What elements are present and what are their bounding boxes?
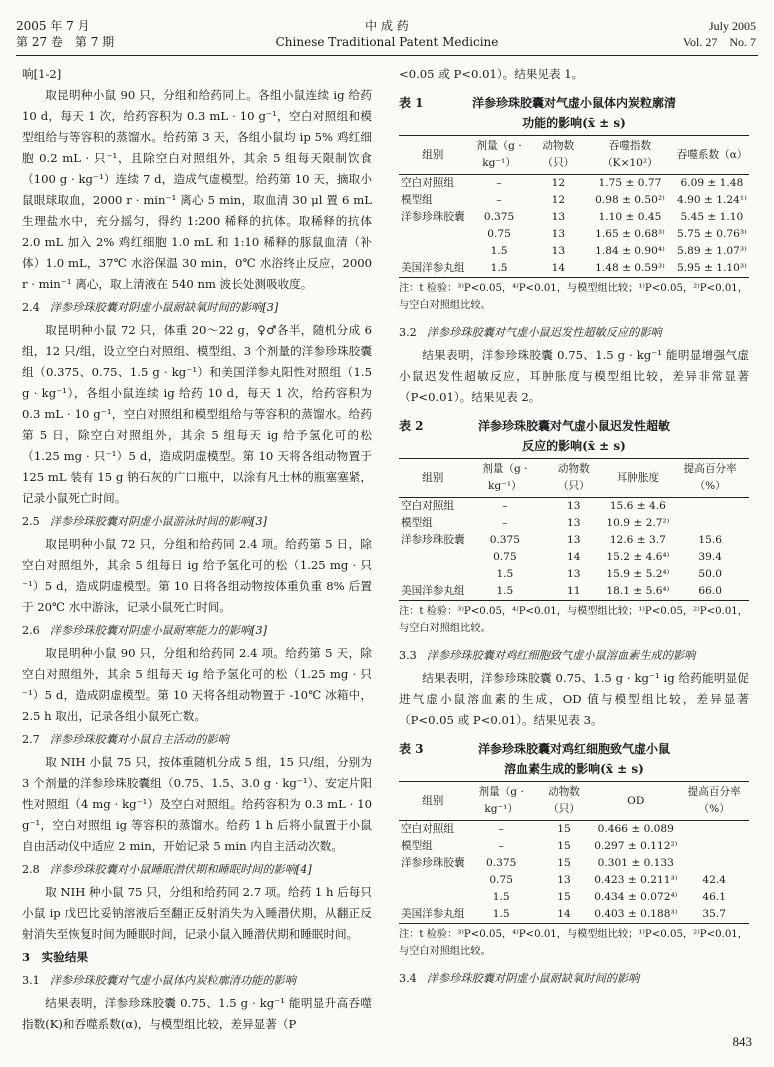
section-number: 2.7 <box>22 733 40 746</box>
table-cell: 0.375 <box>489 534 521 546</box>
table-row <box>399 821 749 839</box>
paragraph-activity-method: 取 NIH 小鼠 75 只，按体重随机分成 5 组，15 只/组，分别为 3 个剂量的洋参珍珠胶囊组（0.75、1.5、3.0 g · kg⁻¹）、安定片阳性对照组（4 mg · kg⁻¹）及空白对照组。给药容积为 0.3 mL · 10 g⁻¹，空白对照组 ig 等容积的蒸馏水。给药 1 h 后将小鼠置于小鼠自由活动仪中适应 2 min，开始记录 5 min 内自主活动次数。 <box>22 755 372 853</box>
table-row <box>399 209 749 226</box>
table-cell: 15.2 ± 4.6⁴⁾ <box>606 551 670 563</box>
section-title: 洋参珍珠胶囊对小鼠睡眠潜伏期和睡眠时间的影响[4] <box>49 863 312 876</box>
table-1-note: 注：t 检验：³⁾P<0.05，⁴⁾P<0.01，与模型组比较；¹⁾P<0.05，²⁾P<0.01，与空白对照组比较。 <box>399 283 748 311</box>
table-cell: – <box>502 517 508 529</box>
table-cell: 洋参珍珠胶囊 <box>401 857 465 869</box>
table-cell <box>679 821 749 839</box>
journal-name-cn: 中 成 药 <box>365 19 409 33</box>
table-cell: 46.1 <box>702 891 726 903</box>
section-title: 洋参珍珠胶囊对阴虚小鼠耐缺氧时间的影响 <box>426 972 640 985</box>
table-cell: 5.95 ± 1.10³⁾ <box>677 262 747 274</box>
table-cell: 12 <box>551 177 566 189</box>
running-header-center <box>0 18 774 50</box>
section-number: 2.6 <box>22 624 40 637</box>
table-cell: 1.5 <box>492 908 510 920</box>
table-cell: 模型组 <box>401 194 433 206</box>
table-cell: 模型组 <box>401 517 433 529</box>
page-number: 843 <box>732 1034 752 1049</box>
table-3-note: 注：t 检验：³⁾P<0.05，⁴⁾P<0.01，与模型组比较；¹⁾P<0.05，²⁾P<0.01，与空白对照组比较。 <box>399 929 748 957</box>
table-title-line: 功能的影响(x̄ ± s) <box>522 116 626 130</box>
table-cell: 5.75 ± 0.76³⁾ <box>677 228 747 240</box>
issue-date-cn: 2005 年 7 月 <box>16 19 90 33</box>
table-cell: 0.375 <box>486 857 517 869</box>
table-row <box>399 243 749 260</box>
section-number: 2.5 <box>22 515 40 528</box>
table-cell: 0.75 <box>487 228 511 240</box>
table-number: 表 1 <box>399 96 424 110</box>
table-cell: 0.423 ± 0.211³⁾ <box>594 874 678 886</box>
table-cell: 15 <box>557 840 571 852</box>
section-heading-3-1 <box>22 970 372 991</box>
table-cell: 1.84 ± 0.90⁴⁾ <box>595 245 665 257</box>
paragraph-continued: 响[1-2] <box>22 67 62 81</box>
table-title-line: 洋参珍珠胶囊对鸡红细胞致气虚小鼠 <box>477 742 670 756</box>
issue-volume-cn: 第 27 卷 第 7 期 <box>16 35 115 49</box>
table-body <box>399 498 749 601</box>
column-header: 组别 <box>399 459 467 498</box>
column-header: 耳肿胀度 <box>604 459 671 498</box>
table-number: 表 2 <box>399 419 424 433</box>
column-header: 组别 <box>399 782 467 821</box>
table-cell: 14 <box>551 262 566 274</box>
column-header: OD <box>592 782 679 821</box>
table-cell: 13 <box>567 568 581 580</box>
table-cell: 4.90 ± 1.24¹⁾ <box>677 194 747 206</box>
table-cell: 39.4 <box>698 551 722 563</box>
table-cell: 0.98 ± 0.50²⁾ <box>595 194 665 206</box>
table-cell: 模型组 <box>401 840 433 852</box>
table-cell: 14 <box>557 908 571 920</box>
table-row <box>399 192 749 209</box>
section-number: 2.8 <box>22 863 40 876</box>
paragraph-hemolysin-method: 取昆明种小鼠 90 只，分组和给药同上。各组小鼠连续 ig 给药 10 d，每天 1 次，给药容积为 0.3 mL · 10 g⁻¹，空白对照组和模型组给与等容积的蒸馏水。给药第 3 天，各组小鼠均 ip 5% 鸡红细胞 0.2 mL · 只⁻¹，且除空白对照组外，其余 5 组每天限制饮食（100 g · kg⁻¹）连续 7 d，造成气虚模型。给药第 10 天，摘取小鼠眼球取血，2000 r · min⁻¹ 离心 5 min，取血清 30 μl 置 6 mL 生理盐水中，充分摇匀，得约 1:200 稀释的抗体。取稀释的抗体 2.0 mL 加入 2% 鸡红细胞 1.0 mL 和 1:10 稀释的豚鼠血清（补体）1.0 mL，37℃ 水浴保温 30 min，0℃ 水浴终止反应，2000 r · min⁻¹ 离心，取上清液在 540 nm 波长处测吸收度。 <box>22 88 372 291</box>
table-row <box>399 175 749 193</box>
journal-name-en: Chinese Traditional Patent Medicine <box>275 35 499 49</box>
column-header: 吞噬系数（α） <box>675 136 749 175</box>
paragraph-swimming-method: 取昆明种小鼠 72 只，分组和给药同 2.4 项。给药第 5 日，除空白对照组外，其余 5 组每日 ig 给予氢化可的松（1.25 mg · 只⁻¹）5 d，造成阴虚模型。第 10 日将各组动物按体重负重 8% 后置于 20℃ 水中游泳，记录小鼠死亡时间。 <box>22 537 372 614</box>
paragraph-sleep-method: 取 NIH 种小鼠 75 只，分组和给药同 2.7 项。给药 1 h 后每只小鼠 ip 戊巴比妥钠溶液后至翻正反射消失为入睡潜伏期，从翻正反射消失至恢复时间为睡眠时间，记录小鼠入睡潜伏期和睡眠时间。 <box>22 885 372 941</box>
table-cell: 12.6 ± 3.7 <box>609 534 666 546</box>
section-number: 3.1 <box>22 974 40 987</box>
section-number: 3.4 <box>399 972 417 985</box>
table-cell: 0.375 <box>483 211 515 223</box>
section-number: 2.4 <box>22 301 40 314</box>
table-cell <box>399 889 467 906</box>
table-3-caption <box>399 739 749 779</box>
table-cell: 1.5 <box>496 585 514 597</box>
table-cell: 1.10 ± 0.45 <box>598 211 662 223</box>
table-cell: 13 <box>551 245 566 257</box>
table-cell: 10.9 ± 2.7²⁾ <box>606 517 670 529</box>
table-cell: 6.09 ± 1.48 <box>680 177 744 189</box>
table-cell: 14 <box>567 551 581 563</box>
table-row <box>399 498 749 516</box>
table-1 <box>399 135 749 278</box>
table-cell: 洋参珍珠胶囊 <box>401 534 465 546</box>
table-cell: 1.5 <box>490 262 508 274</box>
table-row <box>399 855 749 872</box>
table-cell: 13 <box>567 500 581 512</box>
table-row <box>399 872 749 889</box>
table-2-caption <box>399 416 749 456</box>
left-column <box>22 64 372 1035</box>
paragraph-result-3-2: 结果表明，洋参珍珠胶囊 0.75、1.5 g · kg⁻¹ 能明显增强气虚小鼠迟发性超敏反应，耳肿胀度与模型组比较，差异非常显著（P<0.01）。结果见表 2。 <box>399 348 749 404</box>
paragraph-result-3-1: 结果表明，洋参珍珠胶囊 0.75、1.5 g · kg⁻¹ 能明显升高吞噬指数(K)和吞噬系数(α)，与模型组比较，差异显著（P <box>22 996 372 1031</box>
table-cell: 5.45 ± 1.10 <box>680 211 744 223</box>
table-row <box>399 532 749 549</box>
section-heading-2-7 <box>22 729 372 750</box>
column-header: 剂量（g · kg⁻¹） <box>467 459 544 498</box>
table-row <box>399 260 749 278</box>
table-cell <box>399 226 467 243</box>
section-heading-3-3 <box>399 645 749 666</box>
table-row <box>399 226 749 243</box>
table-title-line: 反应的影响(x̄ ± s) <box>522 439 626 453</box>
table-cell: 66.0 <box>698 585 722 597</box>
paragraph-result-3-3: 结果表明，洋参珍珠胶囊 0.75、1.5 g · kg⁻¹ ig 给药能明显促进气虚小鼠溶血素的生成，OD 值与模型组比较，差异显著（P<0.05 或 P<0.01）。结果见表 3。 <box>399 671 749 727</box>
table-cell: – <box>498 840 504 852</box>
section-heading-3-2 <box>399 322 749 343</box>
table-row <box>399 583 749 601</box>
table-cell <box>679 855 749 872</box>
table-cell: 空白对照组 <box>401 177 454 189</box>
table-cell: 15.9 ± 5.2⁴⁾ <box>606 568 670 580</box>
table-cell: 0.297 ± 0.112²⁾ <box>594 840 678 852</box>
section-title: 洋参珍珠胶囊对鸡红细胞致气虚小鼠溶血素生成的影响 <box>426 649 696 662</box>
section-heading-3: 3 实验结果 <box>22 950 89 964</box>
section-title: 洋参珍珠胶囊对阴虚小鼠耐缺氧时间的影响[3] <box>49 301 279 314</box>
section-heading-2-8 <box>22 859 372 880</box>
table-cell: 13 <box>567 534 581 546</box>
table-cell: 1.75 ± 0.77 <box>598 177 662 189</box>
table-cell: 18.1 ± 5.6⁴⁾ <box>606 585 670 597</box>
table-number: 表 3 <box>399 742 424 756</box>
column-header: 组别 <box>399 136 467 175</box>
table-cell: 0.434 ± 0.072⁴⁾ <box>594 891 678 903</box>
table-cell: 美国洋参丸组 <box>401 262 465 274</box>
table-1-caption <box>399 93 749 133</box>
table-cell: 5.89 ± 1.07³⁾ <box>677 245 747 257</box>
table-2-note: 注：t 检验：³⁾P<0.05，⁴⁾P<0.01，与模型组比较；¹⁾P<0.05，²⁾P<0.01，与空白对照组比较。 <box>399 606 748 634</box>
table-row <box>399 549 749 566</box>
table-cell: 美国洋参丸组 <box>401 908 465 920</box>
column-header: 剂量（g · kg⁻¹） <box>467 782 536 821</box>
table-cell: 1.5 <box>492 891 510 903</box>
table-cell: 1.5 <box>490 245 508 257</box>
table-cell: 美国洋参丸组 <box>401 585 465 597</box>
table-body <box>399 175 749 278</box>
paragraph-continued: <0.05 或 P<0.01）。结果见表 1。 <box>399 67 584 81</box>
table-cell: 0.403 ± 0.188³⁾ <box>594 908 678 920</box>
table-cell: 1.5 <box>496 568 514 580</box>
column-header: 吞噬指数（K×10²） <box>585 136 675 175</box>
table-cell: 空白对照组 <box>401 500 454 512</box>
table-cell: 0.75 <box>489 874 513 886</box>
table-cell <box>671 498 749 516</box>
table-cell <box>399 243 467 260</box>
column-header: 动物数（只） <box>543 459 604 498</box>
table-row <box>399 838 749 855</box>
section-heading-2-4 <box>22 297 372 318</box>
table-cell: 0.75 <box>493 551 517 563</box>
table-cell: 1.65 ± 0.68³⁾ <box>595 228 665 240</box>
table-cell <box>399 872 467 889</box>
section-title: 洋参珍珠胶囊对阴虚小鼠游泳时间的影响[3] <box>49 515 268 528</box>
table-cell: 洋参珍珠胶囊 <box>401 211 465 223</box>
table-cell: 35.7 <box>702 908 726 920</box>
section-heading-2-6 <box>22 620 372 641</box>
table-cell: 12 <box>551 194 566 206</box>
table-cell: – <box>498 823 504 835</box>
issue-date-en: July 2005 <box>708 19 756 33</box>
table-title-line: 溶血素生成的影响(x̄ ± s) <box>504 762 644 776</box>
table-cell: 15.6 <box>698 534 722 546</box>
table-cell: 1.48 ± 0.59³⁾ <box>595 262 665 274</box>
column-header: 动物数（只） <box>536 782 592 821</box>
table-cell: 15 <box>557 857 571 869</box>
table-cell: 13 <box>557 874 571 886</box>
section-heading-3-4 <box>399 968 749 989</box>
table-cell <box>671 515 749 532</box>
section-title: 洋参珍珠胶囊对气虚小鼠体内炭粒廓清功能的影响 <box>49 974 296 987</box>
section-number: 3.3 <box>399 649 417 662</box>
table-cell: 空白对照组 <box>401 823 454 835</box>
table-cell <box>679 838 749 855</box>
column-header: 提高百分率（%） <box>679 782 749 821</box>
table-cell: 11 <box>567 585 581 597</box>
table-cell: 15 <box>557 823 571 835</box>
table-cell: – <box>502 500 508 512</box>
column-header: 剂量（g · kg⁻¹） <box>467 136 532 175</box>
section-title: 洋参珍珠胶囊对小鼠自主活动的影响 <box>49 733 229 746</box>
paragraph-cold-tolerance-method: 取昆明种小鼠 90 只，分组和给药同 2.4 项。给药第 5 天，除空白对照组外，其余 5 组每天 ig 给予氢化可的松（1.25 mg · 只⁻¹）5 d，造成阴虚模型。第 10 天将各组动物置于 -10℃ 冰箱中，2.5 h 取出，记录各组小鼠死亡数。 <box>22 646 372 723</box>
table-cell <box>399 549 467 566</box>
section-title: 洋参珍珠胶囊对阴虚小鼠耐寒能力的影响[3] <box>49 624 268 637</box>
table-cell: 15 <box>557 891 571 903</box>
table-title-line: 洋参珍珠胶囊对气虚小鼠迟发性超敏 <box>477 419 670 433</box>
header-rule <box>16 55 758 56</box>
table-row <box>399 566 749 583</box>
section-title: 洋参珍珠胶囊对气虚小鼠迟发性超敏反应的影响 <box>426 326 662 339</box>
table-cell: 0.466 ± 0.089 <box>597 823 674 835</box>
section-number: 3.2 <box>399 326 417 339</box>
column-header: 提高百分率（%） <box>671 459 749 498</box>
running-header-right <box>683 18 756 50</box>
paragraph-hypoxia-method: 取昆明种小鼠 72 只，体重 20～22 g，♀♂各半，随机分成 6 组，12 只/组，设立空白对照组、模型组、3 个剂量的洋参珍珠胶囊组（0.375、0.75、1.5 g · kg⁻¹）和美国洋参丸阳性对照组（1.5 g · kg⁻¹），各组小鼠连续 ig 给药 10 d，每天 1 次，给药容积为 0.3 mL · 10 g⁻¹，空白对照组和模型组给与等容积的蒸馏水。给药第 5 日，除空白对照组外，其余 5 组每天 ig 给予氢化可的松（1.25 mg · 只⁻¹）5 d，造成阴虚模型。第 10 天将各组动物置于 125 mL 装有 15 g 钠石灰的广口瓶中，以涂有凡士林的瓶塞塞紧，记录小鼠死亡时间。 <box>22 323 372 505</box>
table-cell: – <box>496 177 502 189</box>
table-cell: 42.4 <box>702 874 726 886</box>
table-row <box>399 906 749 924</box>
table-2 <box>399 458 749 601</box>
table-body <box>399 821 749 924</box>
section-heading-2-5 <box>22 511 372 532</box>
table-row <box>399 515 749 532</box>
column-header: 动物数（只） <box>532 136 586 175</box>
table-row <box>399 889 749 906</box>
table-cell: – <box>496 194 502 206</box>
right-column <box>399 64 749 991</box>
table-3 <box>399 781 749 924</box>
table-cell: 15.6 ± 4.6 <box>609 500 666 512</box>
table-cell: 13 <box>567 517 581 529</box>
table-cell <box>399 566 467 583</box>
table-cell: 50.0 <box>698 568 722 580</box>
table-cell: 0.301 ± 0.133 <box>597 857 674 869</box>
table-title-line: 洋参珍珠胶囊对气虚小鼠体内炭粒廓清 <box>471 96 676 110</box>
table-cell: 13 <box>551 211 566 223</box>
table-cell: 13 <box>551 228 566 240</box>
issue-volume-en: Vol. 27 No. 7 <box>682 35 756 49</box>
